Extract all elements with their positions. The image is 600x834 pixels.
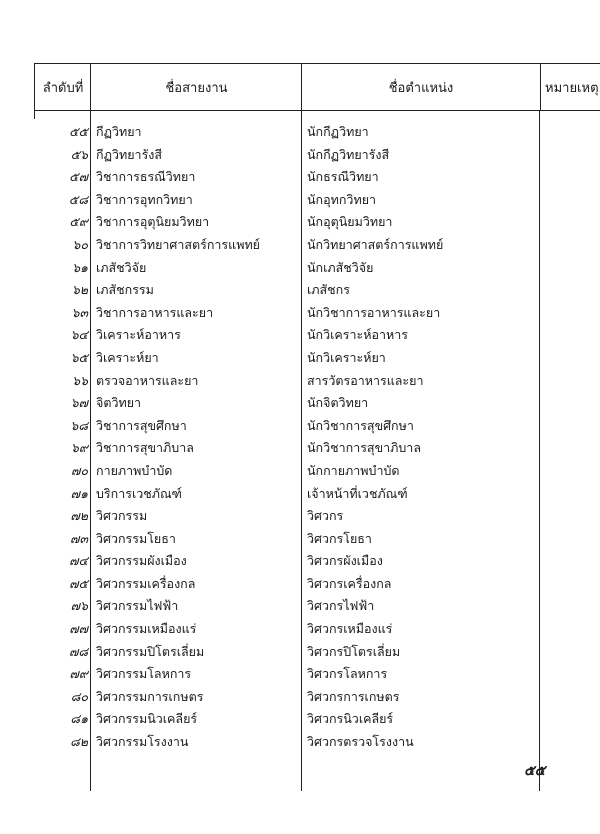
row-position: วิศวกรการเกษตร [307,688,400,704]
row-seq: ๖๒ [71,282,88,298]
row-position: นักอุทกวิทยา [307,191,377,207]
row-line: วิชาการอุทกวิทยา [96,191,193,207]
table-row [34,119,600,142]
row-line: วิศวกรรมการเกษตร [96,688,204,704]
table-row [34,706,600,729]
table-row [34,277,600,300]
row-position: วิศวกร [307,508,344,524]
row-line: กายภาพบำบัด [96,462,173,478]
header-line: ชื่อสายงาน [90,64,302,110]
row-position: เภสัชกร [307,282,350,298]
row-seq: ๖๗ [70,395,88,411]
table-row [34,503,600,526]
row-position: นักวิชาการอาหารและยา [307,304,441,320]
row-line: วิชาการอุตุนิยมวิทยา [96,214,210,230]
table-row [34,548,600,571]
row-line: วิศวกรรมไฟฟ้า [96,598,179,614]
table-row [34,729,600,752]
row-position: วิศวกรเหมืองแร่ [307,621,393,637]
table-row [34,142,600,165]
row-seq: ๗๐ [70,462,88,478]
row-position: วิศวกรโยธา [307,530,372,546]
row-position: นักเภสัชวิจัย [307,259,374,275]
row-seq: ๗๓ [70,530,88,546]
row-seq: ๗๗ [69,621,88,637]
row-line: วิชาการสุขศึกษา [96,417,187,433]
table-row [34,255,600,278]
row-seq: ๘๒ [70,734,88,750]
table-row [34,526,600,549]
row-position: นักกายภาพบำบัด [307,462,400,478]
table-row [34,593,600,616]
row-position: สารวัตรอาหารและยา [307,372,424,388]
row-line: กีฏวิทยารังสี [96,146,163,162]
table-row [34,300,600,323]
table-row [34,639,600,662]
row-line: ตรวจอาหารและยา [96,372,199,388]
table-row [34,616,600,639]
row-line: วิศวกรรม [96,508,148,524]
row-line: วิชาการสุขาภิบาล [96,440,194,456]
row-position: วิศวกรปิโตรเลี่ยม [307,643,401,659]
table-row [34,232,600,255]
row-seq: ๖๙ [70,440,88,456]
row-seq: ๖๔ [70,327,88,343]
row-seq: ๕๗ [69,169,88,185]
table-body [34,111,600,752]
row-seq: ๕๙ [69,214,88,230]
row-position: วิศวกรเครื่องกล [307,575,392,591]
row-position: นักอุตุนิยมวิทยา [307,214,393,230]
page-number: ๕๕ [524,763,546,779]
table-row [34,390,600,413]
table-row [34,187,600,210]
row-line: วิศวกรรมเครื่องกล [96,575,196,591]
table-row [34,322,600,345]
table-row [34,661,600,684]
row-seq: ๖๓ [71,304,88,320]
row-seq: ๗๕ [69,575,88,591]
table-row [34,481,600,504]
row-line: เภสัชกรรม [96,282,154,298]
row-seq: ๗๖ [70,598,88,614]
row-line: เภสัชวิจัย [96,259,147,275]
row-position: นักวิเคราะห์อาหาร [307,327,408,343]
row-seq: ๗๙ [69,666,88,682]
table-row [34,458,600,481]
row-position: วิศวกรไฟฟ้า [307,598,375,614]
header-position: ชื่อตำแหน่ง [301,64,541,110]
row-seq: ๘๐ [70,688,88,704]
row-seq: ๘๑ [70,711,88,727]
row-line: จิตวิทยา [96,395,142,411]
row-position: นักวิชาการสุขาภิบาล [307,440,421,456]
row-seq: ๕๕ [69,124,88,139]
row-line: วิเคราะห์ยา [96,349,159,365]
row-seq: ๗๔ [69,553,88,569]
row-line: วิชาการธรณีวิทยา [96,169,196,185]
row-seq: ๕๘ [68,191,88,207]
row-line: วิศวกรรมปิโตรเลี่ยม [96,643,205,659]
table-row [34,435,600,458]
row-line: วิศวกรรมโรงงาน [96,734,189,750]
table-row [34,684,600,707]
row-line: กีฏวิทยา [96,124,142,139]
table-row [34,571,600,594]
row-line: วิศวกรรมนิวเคลียร์ [96,711,198,727]
row-seq: ๗๑ [70,485,88,501]
row-seq: ๗๘ [68,643,88,659]
header-note: หมายเหตุ [545,80,599,96]
row-line: วิศวกรรมผังเมือง [96,553,187,569]
row-position: นักวิเคราะห์ยา [307,349,386,365]
row-line: วิศวกรรมโยธา [96,530,176,546]
row-line: วิชาการวิทยาศาสตร์การแพทย์ [96,236,261,252]
table-row [34,345,600,368]
table-row [34,413,600,436]
row-position: นักวิทยาศาสตร์การแพทย์ [307,236,444,252]
row-position: วิศวกรนิวเคลียร์ [307,711,394,727]
position-table [34,63,600,752]
table-row [34,209,600,232]
row-position: วิศวกรผังเมือง [307,553,383,569]
row-seq: ๖๘ [70,417,88,433]
row-seq: ๖๕ [70,349,88,365]
row-seq: ๖๑ [72,259,88,275]
table-rows [34,111,600,752]
row-line: วิศวกรรมโลหการ [96,666,192,682]
row-line: บริการเวชภัณฑ์ [96,485,182,501]
row-line: วิเคราะห์อาหาร [96,327,181,343]
row-seq: ๕๖ [70,146,88,162]
row-seq: ๗๒ [70,508,88,524]
header-seq: ลำดับที่ [34,64,91,110]
row-seq: ๖๐ [72,236,88,252]
row-position: นักธรณีวิทยา [307,169,379,185]
row-position: นักกีฏวิทยา [307,124,369,139]
row-seq: ๖๖ [72,372,88,388]
row-line: วิชาการอาหารและยา [96,304,214,320]
row-position: นักกีฏวิทยารังสี [307,146,390,162]
row-position: วิศวกรโลหการ [307,666,388,682]
row-position: นักวิชาการสุขศึกษา [307,417,414,433]
table-header [34,63,600,111]
row-position: นักจิตวิทยา [307,395,369,411]
row-position: วิศวกรตรวจโรงงาน [307,734,414,750]
table-row [34,368,600,391]
row-position: เจ้าหน้าที่เวชภัณฑ์ [307,485,408,501]
row-line: วิศวกรรมเหมืองแร่ [96,621,197,637]
table-row [34,164,600,187]
